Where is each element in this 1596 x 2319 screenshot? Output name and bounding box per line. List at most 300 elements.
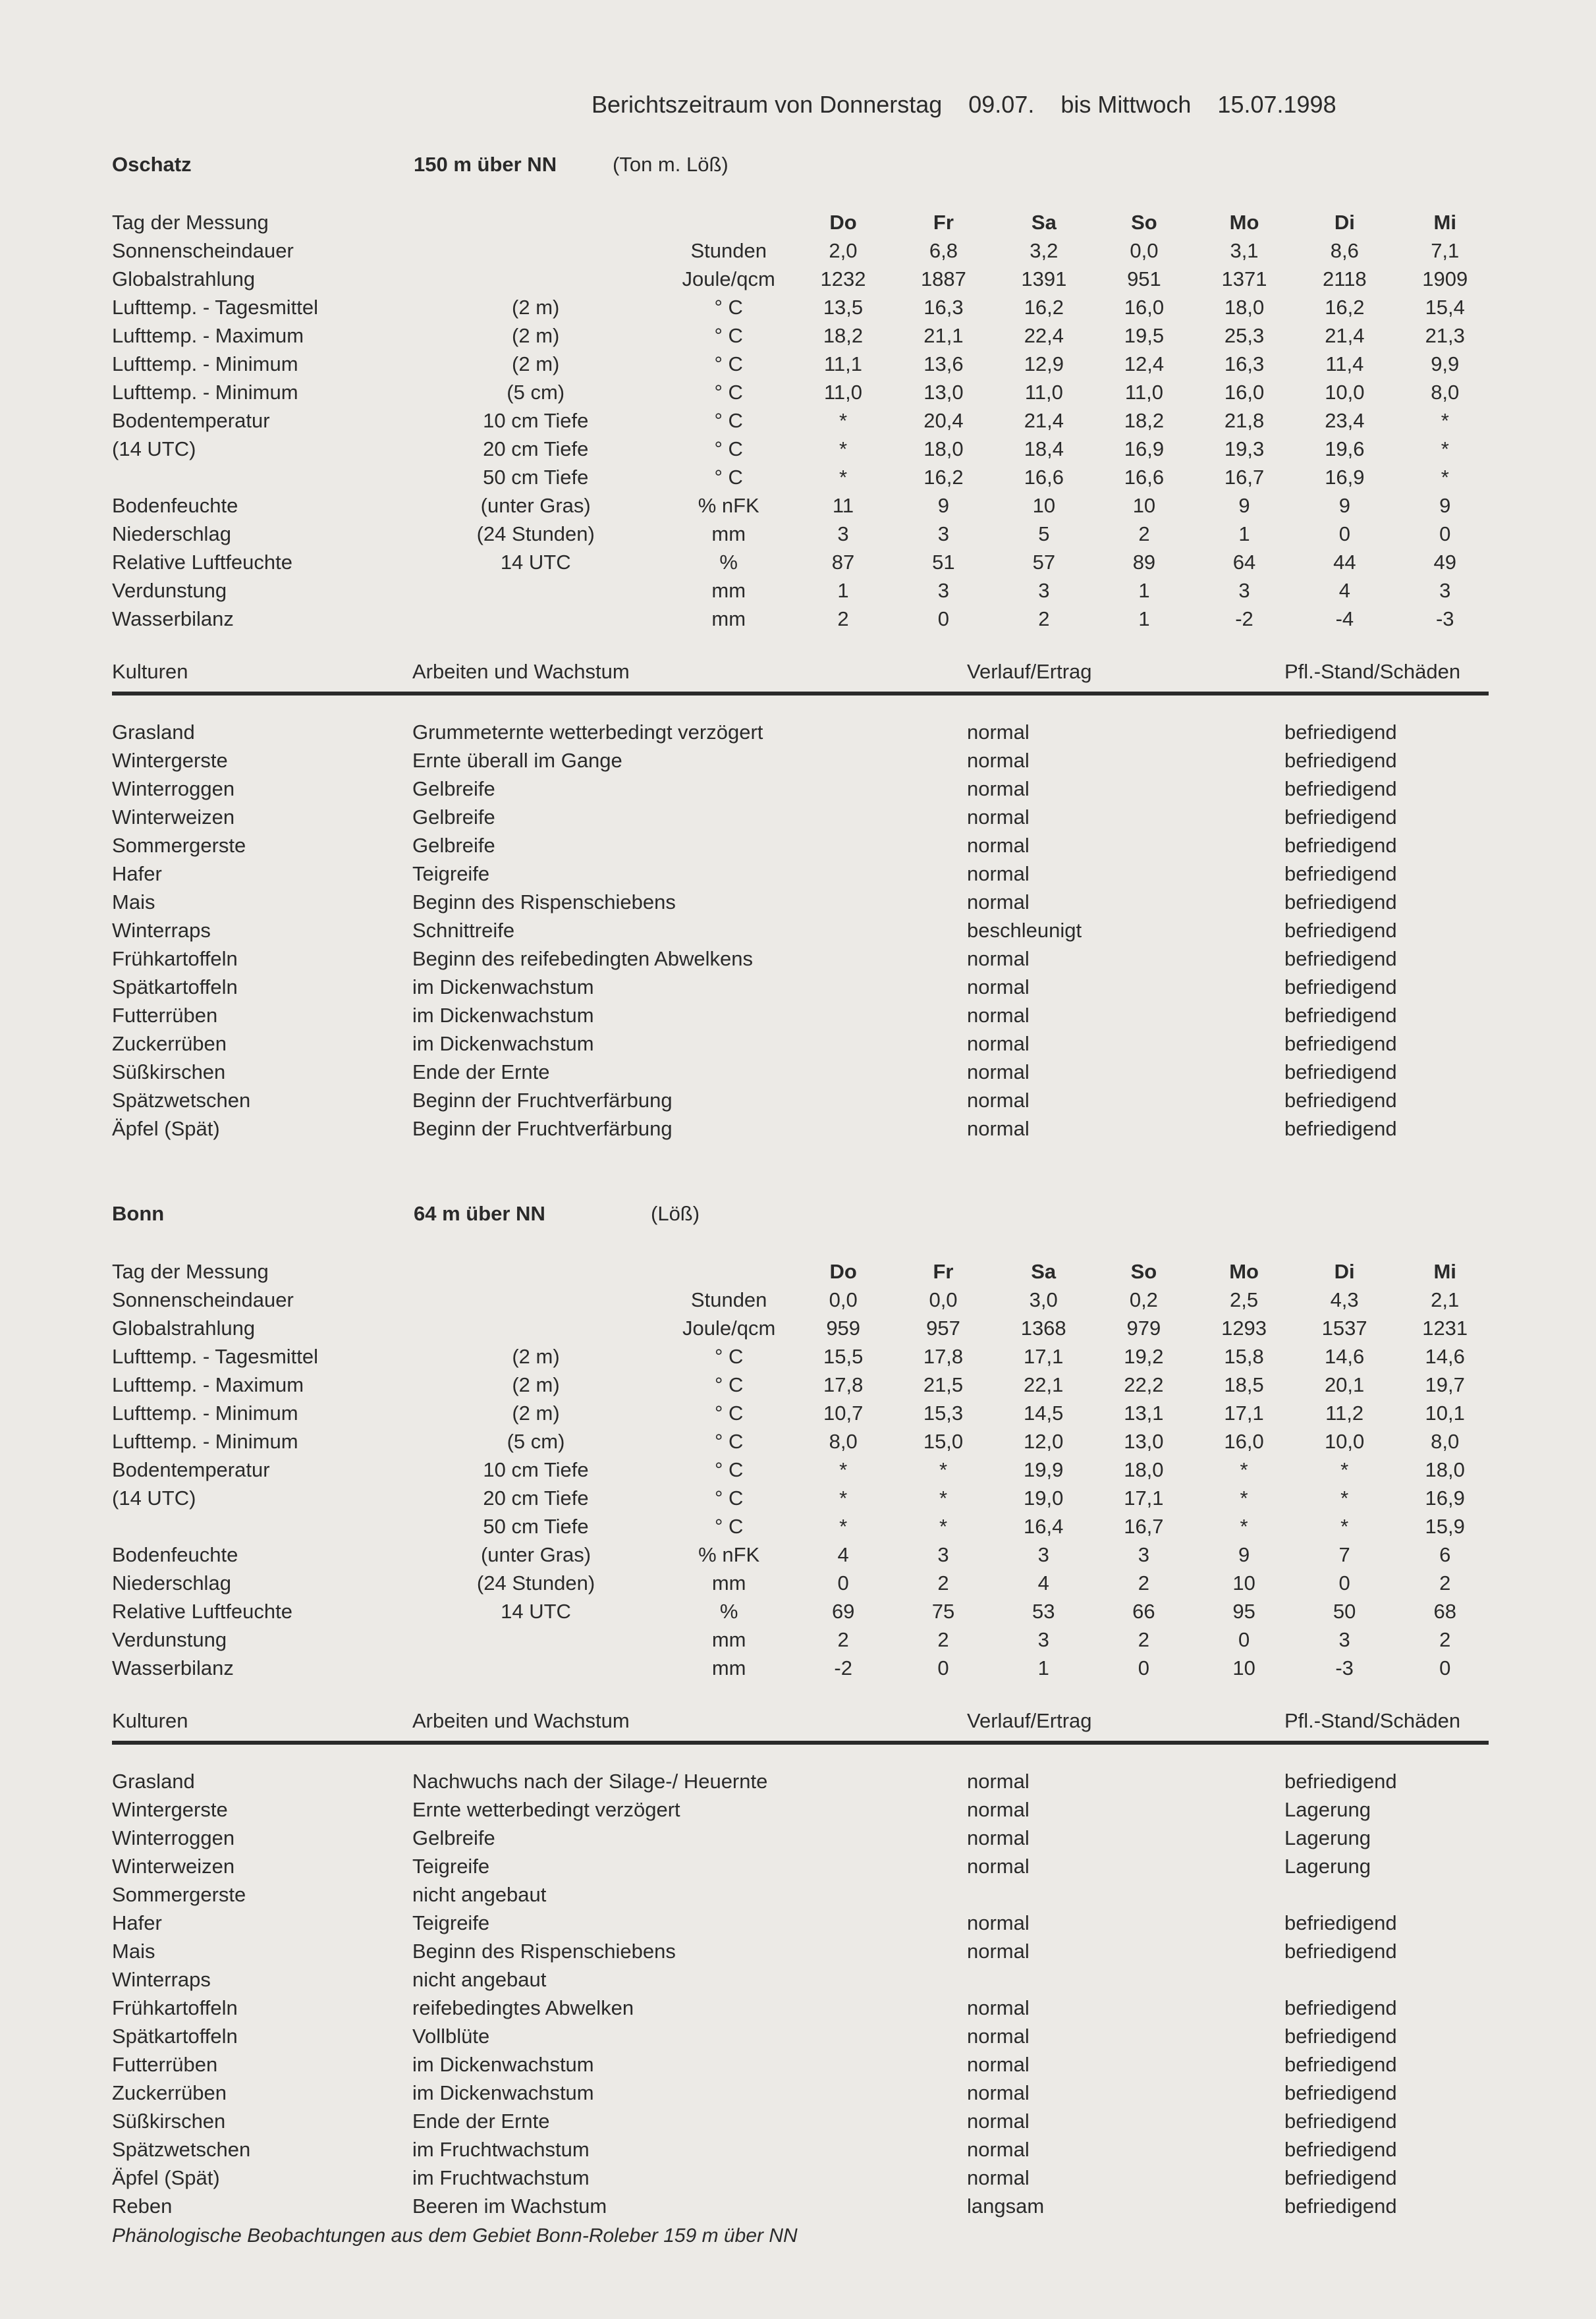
day-header: Di [1334, 1260, 1355, 1283]
crop-row [112, 2164, 1489, 2192]
row-value: 22,2 [1124, 1373, 1164, 1396]
row-value: 0,0 [929, 1288, 958, 1311]
measurement-label: Tag der Messung [112, 211, 269, 234]
row-value: 16,2 [923, 466, 964, 489]
row-value: 0 [1439, 522, 1451, 545]
crop-name: Wintergerste [112, 1798, 228, 1821]
row-value: 3 [937, 522, 950, 545]
row-value: 3 [1138, 1543, 1149, 1566]
crop-name: Winterroggen [112, 1826, 235, 1849]
row-value: 18,0 [1224, 296, 1265, 319]
crop-row [112, 803, 1489, 831]
crop-name: Zuckerrüben [112, 1032, 227, 1055]
weather-row [112, 1399, 1495, 1427]
row-unit: ° C [714, 1402, 744, 1425]
row-value: 51 [932, 551, 955, 574]
weather-row [112, 520, 1495, 548]
row-value: 4 [837, 1543, 849, 1566]
row-value: 16,9 [1325, 466, 1365, 489]
row-qualifier: 10 cm Tiefe [483, 1458, 589, 1481]
row-value: 21,5 [923, 1373, 964, 1396]
crop-row [112, 944, 1489, 973]
crop-work: Ende der Ernte [412, 2110, 550, 2133]
crop-name: Winterweizen [112, 1855, 235, 1878]
crop-row [112, 2022, 1489, 2050]
row-qualifier [407, 1286, 665, 1314]
row-value: 21,3 [1425, 324, 1465, 347]
day-header: Do [829, 211, 857, 234]
crop-row [112, 2079, 1489, 2107]
crop-progress: normal [967, 2053, 1030, 2076]
day-header: So [1130, 1260, 1157, 1283]
crop-progress: normal [967, 2081, 1030, 2104]
row-value: 10,0 [1325, 381, 1365, 404]
station-oschatz [112, 153, 1495, 1140]
crop-progress [967, 1880, 1284, 1909]
row-value: * [1340, 1458, 1349, 1481]
row-value: 13,0 [1124, 1430, 1164, 1453]
row-unit: ° C [714, 296, 743, 319]
crop-name: Winterraps [112, 1968, 211, 1991]
station-bonn [112, 1202, 1495, 2218]
crop-name: Äpfel (Spät) [112, 1117, 220, 1140]
crop-name: Spätkartoffeln [112, 975, 238, 998]
row-value: 19,3 [1224, 437, 1265, 460]
row-value: 0,0 [1130, 239, 1159, 262]
day-header: Do [829, 1260, 857, 1283]
crop-progress: normal [967, 1060, 1030, 1083]
crop-work: reifebedingtes Abwelken [412, 1996, 634, 2019]
crop-name: Spätzwetschen [112, 2138, 251, 2161]
period-prefix: Berichtszeitraum von Donnerstag [592, 91, 943, 118]
crop-name: Hafer [112, 862, 162, 885]
row-qualifier: 14 UTC [501, 1600, 571, 1623]
row-value: 7 [1338, 1543, 1350, 1566]
row-unit: ° C [714, 1515, 744, 1538]
row-unit: ° C [714, 324, 743, 347]
weather-row [112, 378, 1495, 406]
row-value: 18,5 [1224, 1373, 1264, 1396]
crop-header-arbeiten: Arbeiten und Wachstum [412, 660, 630, 683]
day-header: Fr [933, 1260, 954, 1283]
crop-progress: normal [967, 1798, 1030, 1821]
row-value: 1 [1238, 522, 1250, 545]
crop-name: Süßkirschen [112, 2110, 226, 2133]
crop-status: befriedigend [1284, 947, 1397, 970]
row-unit: mm [711, 1628, 746, 1651]
weather-row [112, 1597, 1495, 1625]
row-label: Wasserbilanz [112, 1656, 234, 1679]
crop-work: Ernte wetterbedingt verzögert [412, 1798, 680, 1821]
row-value: 3 [937, 579, 950, 602]
crop-status: befriedigend [1284, 2081, 1397, 2104]
crop-status: befriedigend [1284, 2025, 1397, 2048]
day-header: Fr [933, 211, 954, 234]
crop-progress: normal [967, 777, 1030, 800]
row-unit: ° C [714, 409, 743, 432]
weather-row [112, 1314, 1495, 1342]
row-value: 8,0 [829, 1430, 858, 1453]
row-value: 22,4 [1024, 324, 1064, 347]
weather-row [112, 491, 1495, 520]
crop-header-arbeiten: Arbeiten und Wachstum [412, 1709, 630, 1732]
crop-row [112, 1965, 1489, 1994]
row-value: 9 [937, 494, 950, 517]
row-value: -4 [1335, 607, 1354, 630]
weather-row [112, 1427, 1495, 1456]
row-qualifier: (2 m) [512, 1402, 560, 1425]
row-value: * [839, 1515, 848, 1538]
crop-row [112, 1852, 1489, 1880]
row-label: Wasserbilanz [112, 607, 234, 630]
crop-status: Lagerung [1284, 1826, 1371, 1849]
crop-row [112, 1086, 1489, 1114]
row-value: 0 [1439, 1656, 1451, 1679]
row-value: * [839, 437, 848, 460]
row-unit: mm [711, 579, 746, 602]
row-qualifier: (5 cm) [507, 1430, 565, 1453]
row-value: -2 [1235, 607, 1253, 630]
crop-row [112, 1909, 1489, 1937]
row-value: 49 [1433, 551, 1456, 574]
crop-progress: normal [967, 862, 1030, 885]
row-value: 3 [1439, 579, 1451, 602]
row-qualifier: 50 cm Tiefe [483, 1515, 589, 1538]
row-value: 2,5 [1230, 1288, 1259, 1311]
row-value: 0 [1338, 522, 1350, 545]
crop-name: Frühkartoffeln [112, 947, 238, 970]
row-value: 3 [1338, 1628, 1350, 1651]
row-value: * [1340, 1515, 1349, 1538]
row-value: 17,8 [823, 1373, 864, 1396]
row-value: 13,1 [1124, 1402, 1164, 1425]
crop-name: Spätzwetschen [112, 1089, 251, 1112]
row-value: 16,7 [1124, 1515, 1164, 1538]
row-qualifier [407, 265, 665, 293]
row-label: Lufttemp. - Maximum [112, 324, 304, 347]
crop-name: Winterroggen [112, 777, 235, 800]
row-value: 7,1 [1431, 239, 1460, 262]
row-qualifier: 10 cm Tiefe [483, 409, 589, 432]
row-value: 16,3 [1224, 352, 1265, 375]
row-value: 19,5 [1124, 324, 1165, 347]
row-unit: ° C [714, 1487, 744, 1510]
row-label: Lufttemp. - Minimum [112, 381, 298, 404]
row-value: -3 [1335, 1656, 1354, 1679]
crop-status: befriedigend [1284, 1004, 1397, 1027]
crop-work: Beeren im Wachstum [412, 2195, 607, 2218]
crop-work: im Dickenwachstum [412, 1004, 594, 1027]
row-value: 57 [1032, 551, 1056, 574]
row-value: 3 [1238, 579, 1250, 602]
row-value: 15,3 [923, 1402, 964, 1425]
row-label: Bodentemperatur [112, 409, 270, 432]
row-value: 9 [1439, 494, 1451, 517]
row-value: 10,7 [823, 1402, 864, 1425]
blank-cell [665, 1257, 793, 1286]
row-value: 16,0 [1224, 1430, 1264, 1453]
row-value: 2118 [1323, 267, 1367, 290]
crop-work: Ende der Ernte [412, 1060, 550, 1083]
row-qualifier: (unter Gras) [480, 494, 591, 517]
row-value: 3,2 [1030, 239, 1059, 262]
row-value: 10,0 [1324, 1430, 1365, 1453]
row-value: 11,2 [1325, 1402, 1364, 1425]
crop-progress: beschleunigt [967, 919, 1082, 942]
row-value: 10 [1232, 1571, 1255, 1595]
row-value: 2 [1038, 607, 1050, 630]
row-value: 9 [1238, 1543, 1250, 1566]
crop-row [112, 1880, 1489, 1909]
row-value: 1537 [1321, 1317, 1367, 1340]
crop-name: Mais [112, 890, 155, 914]
row-label: Verdunstung [112, 579, 227, 602]
crop-progress [967, 1965, 1284, 1994]
row-value: 2 [1138, 522, 1150, 545]
row-value: 13,6 [923, 352, 964, 375]
row-value: 16,4 [1024, 1515, 1064, 1538]
row-qualifier: (2 m) [512, 352, 560, 375]
period-to-label: bis Mittwoch [1060, 91, 1192, 118]
row-value: 1 [1138, 579, 1150, 602]
weather-table-body [112, 208, 1495, 633]
crop-progress: normal [967, 890, 1030, 914]
row-value: 14,6 [1324, 1345, 1365, 1368]
weather-row [112, 1371, 1495, 1399]
row-qualifier [407, 605, 665, 633]
crop-row [112, 718, 1489, 746]
weather-row [112, 350, 1495, 378]
weather-row [112, 406, 1495, 435]
crop-work: Teigreife [412, 862, 490, 885]
row-value: 4,3 [1330, 1288, 1359, 1311]
crop-name: Süßkirschen [112, 1060, 226, 1083]
row-unit: ° C [714, 1458, 744, 1481]
row-value: 951 [1127, 267, 1161, 290]
row-value: 14,6 [1425, 1345, 1465, 1368]
crop-status: befriedigend [1284, 890, 1397, 914]
crop-row [112, 1767, 1489, 1795]
row-label: Verdunstung [112, 1628, 227, 1651]
row-value: 23,4 [1325, 409, 1365, 432]
crop-row [112, 2192, 1489, 2220]
row-unit: mm [711, 522, 746, 545]
crop-progress: normal [967, 1940, 1030, 1963]
row-value: 16,9 [1425, 1487, 1465, 1510]
row-unit: ° C [714, 437, 743, 460]
crop-progress: normal [967, 749, 1030, 772]
row-label: (14 UTC) [112, 437, 196, 460]
crop-progress: normal [967, 805, 1030, 829]
crop-row [112, 888, 1489, 916]
row-qualifier [407, 1654, 665, 1682]
row-label: Sonnenscheindauer [112, 239, 294, 262]
row-qualifier: (2 m) [512, 1345, 560, 1368]
row-value: 68 [1433, 1600, 1456, 1623]
crop-table-header [112, 660, 1489, 690]
row-value: 1909 [1422, 267, 1468, 290]
row-value: 18,0 [923, 437, 964, 460]
crop-work: Teigreife [412, 1855, 490, 1878]
weather-table [112, 1257, 1495, 1682]
row-value: 64 [1232, 551, 1256, 574]
crop-row [112, 859, 1489, 888]
crop-status: befriedigend [1284, 1770, 1397, 1793]
crop-status: befriedigend [1284, 1996, 1397, 2019]
row-value: 19,7 [1425, 1373, 1465, 1396]
row-qualifier [407, 1314, 665, 1342]
row-value: 19,2 [1124, 1345, 1164, 1368]
row-value: 4 [1037, 1571, 1049, 1595]
row-value: * [1240, 1515, 1248, 1538]
crop-progress: normal [967, 834, 1030, 857]
crop-work: im Dickenwachstum [412, 2081, 594, 2104]
blank-cell [665, 208, 793, 236]
crop-progress: normal [967, 975, 1030, 998]
row-unit: Joule/qcm [682, 267, 775, 290]
row-value: 22,1 [1024, 1373, 1064, 1396]
crop-header-verlauf: Verlauf/Ertrag [967, 1709, 1092, 1732]
blank-cell [407, 1257, 665, 1286]
row-value: 16,9 [1124, 437, 1165, 460]
row-value: 20,1 [1324, 1373, 1365, 1396]
period-to-date: 15.07.1998 [1217, 91, 1336, 118]
row-qualifier [407, 236, 665, 265]
row-value: 17,1 [1224, 1402, 1264, 1425]
row-unit: Stunden [690, 1288, 767, 1311]
row-value: 0 [1238, 1628, 1250, 1651]
day-header: Mi [1433, 1260, 1456, 1283]
crop-work: Schnittreife [412, 919, 515, 942]
crop-work: nicht angebaut [412, 1883, 547, 1906]
row-value: 0 [1138, 1656, 1149, 1679]
crop-row [112, 916, 1489, 944]
crop-status: befriedigend [1284, 2138, 1397, 2161]
row-label [112, 463, 407, 491]
row-value: 0 [1338, 1571, 1350, 1595]
row-value: * [1441, 466, 1449, 489]
crop-work: im Dickenwachstum [412, 1032, 594, 1055]
weather-row [112, 1456, 1495, 1484]
crop-table-header [112, 1709, 1489, 1739]
row-unit: ° C [714, 1345, 744, 1368]
row-label: Relative Luftfeuchte [112, 1600, 293, 1623]
row-value: 16,6 [1024, 466, 1064, 489]
crop-status: befriedigend [1284, 1940, 1397, 1963]
crop-name: Grasland [112, 721, 195, 744]
row-unit: ° C [714, 1430, 744, 1453]
crop-name: Wintergerste [112, 749, 228, 772]
row-value: 9 [1238, 494, 1250, 517]
weather-row [112, 463, 1495, 491]
row-label: Lufttemp. - Minimum [112, 1430, 298, 1453]
crop-progress: normal [967, 1004, 1030, 1027]
crop-header-stand: Pfl.-Stand/Schäden [1284, 660, 1461, 683]
crop-status: Lagerung [1284, 1798, 1371, 1821]
row-value: 15,8 [1224, 1345, 1264, 1368]
crop-table-body [112, 1767, 1489, 2220]
row-value: 11,1 [823, 352, 862, 375]
crop-name: Grasland [112, 1770, 195, 1793]
crop-row [112, 831, 1489, 859]
blank-cell [407, 208, 665, 236]
weather-row [112, 1512, 1495, 1541]
row-label: Globalstrahlung [112, 1317, 256, 1340]
station-name: Oschatz [112, 153, 192, 176]
crop-progress: normal [967, 721, 1030, 744]
day-header: Sa [1031, 1260, 1057, 1283]
row-value: 2,0 [829, 239, 858, 262]
row-value: 15,4 [1425, 296, 1465, 319]
row-label: Lufttemp. - Minimum [112, 1402, 298, 1425]
crop-header-kulturen: Kulturen [112, 660, 188, 683]
row-value: 13,0 [923, 381, 964, 404]
crop-progress: normal [967, 2110, 1030, 2133]
day-header: So [1131, 211, 1157, 234]
row-value: 10 [1232, 1656, 1255, 1679]
crop-name: Winterweizen [112, 805, 235, 829]
station-header [112, 1202, 1495, 1241]
crop-row [112, 746, 1489, 775]
row-value: 959 [826, 1317, 861, 1340]
station-soil: (Ton m. Löß) [613, 153, 729, 176]
row-value: 0,0 [829, 1288, 858, 1311]
row-value: * [839, 1458, 848, 1481]
crop-row [112, 1029, 1489, 1058]
row-value: 10 [1132, 494, 1156, 517]
row-value: 1232 [820, 267, 866, 290]
crop-status: befriedigend [1284, 721, 1397, 744]
footnote: Phänologische Beobachtungen aus dem Gebiet Bonn-Roleber 159 m über NN [112, 2225, 798, 2247]
row-value: 21,8 [1224, 409, 1265, 432]
row-value: 12,4 [1124, 352, 1165, 375]
row-value: 12,9 [1024, 352, 1064, 375]
row-label: Bodentemperatur [112, 1458, 270, 1481]
crop-progress: normal [967, 1996, 1030, 2019]
crop-header-stand: Pfl.-Stand/Schäden [1284, 1709, 1461, 1732]
crop-row [112, 1114, 1489, 1143]
crop-progress: normal [967, 1911, 1030, 1934]
row-unit: % [719, 1600, 738, 1623]
row-unit: mm [711, 1571, 746, 1595]
row-value: 1368 [1020, 1317, 1066, 1340]
row-value: 2 [837, 1628, 849, 1651]
crop-progress: langsam [967, 2195, 1045, 2218]
row-value: 11,0 [823, 381, 862, 404]
crop-work: im Dickenwachstum [412, 2053, 594, 2076]
row-qualifier: 50 cm Tiefe [483, 466, 589, 489]
crop-status: befriedigend [1284, 2110, 1397, 2133]
crop-row [112, 2050, 1489, 2079]
crop-status: befriedigend [1284, 2195, 1397, 2218]
crop-progress: normal [967, 1770, 1030, 1793]
crop-work: Grummeternte wetterbedingt verzögert [412, 721, 763, 744]
crop-header-kulturen: Kulturen [112, 1709, 188, 1732]
row-value: * [839, 409, 848, 432]
row-qualifier: (unter Gras) [480, 1543, 592, 1566]
crop-status: befriedigend [1284, 1060, 1397, 1083]
crop-work: Beginn des Rispenschiebens [412, 1940, 676, 1963]
row-value: 0 [937, 607, 950, 630]
row-value: 11 [832, 494, 854, 517]
row-value: 17,1 [1024, 1345, 1064, 1368]
crop-name: Frühkartoffeln [112, 1996, 238, 2019]
row-label: Niederschlag [112, 1571, 231, 1595]
row-value: 69 [831, 1600, 855, 1623]
row-value: * [1441, 409, 1449, 432]
weather-row [112, 293, 1495, 321]
row-value: 20,4 [923, 409, 964, 432]
